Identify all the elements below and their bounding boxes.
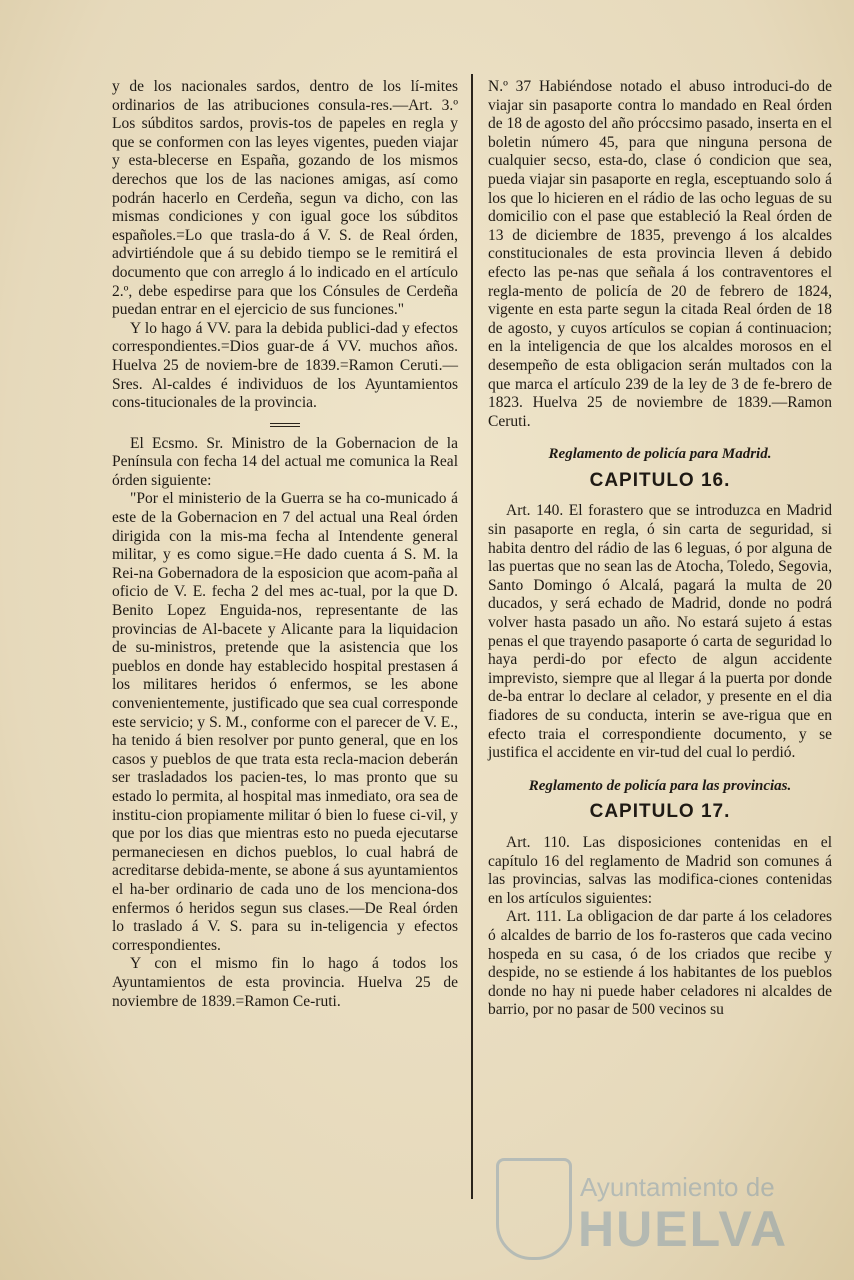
column-divider [471,74,473,1199]
heading-madrid-regulation: Reglamento de policía para Madrid. [548,446,772,463]
chapter-16-title: CAPITULO 16. [589,469,731,491]
paragraph-passport-abuse: N.º 37 Habiéndose notado el abuso introduci-do de viajar sin pasaporte contra lo mandado en Real órden de 18 de agosto del año próccsimo pasado, inserta en el boletin número 45, para que ninguna persona de cualquier secso, esta-do, clase ó condicion que sea, pueda viajar sin pasaporte en regla, esceptuando solo á los que lo hicieren en el rádio de las ocho leguas de su domicilio con el pase que estableció la Real órden de 13 de diciembre de 1835, prevengo á los alcaldes constitucionales de esta provincia lleven á debido efecto las pe-nas que señala á los contraventores el regla-mento de policía de 20 de febrero de 1824, vigente en esta parte segun la citada Real órden de 18 de agosto, y cuyos artículos se copian á continuacion; en la inteligencia de que los alcaldes morosos en el desempeño de esta obligacion serán multados con la que marca el artículo 239 de la ley de 3 de fe-brero de 1823. Huelva 25 de noviembre de 1839.—Ramon Ceruti. [488,78,832,430]
paragraph-sardinian-subjects: y de los nacionales sardos, dentro de los lí-mites ordinarios de las atribuciones consula-res.—Art. 3.º Los súbditos sardos, provis-tos de papeles en regla y que se conformen con las leyes vigentes, pueden viajar y esta-blecerse en España, gozando de los mismos derechos que los de las naciones amigas, así como podrán hacerlo en Cerdeña, segun va dicho, con las mismas condiciones y con igual goce los súbditos españoles.=Lo que trasla-do á V. S. de Real órden, advirtiéndole que á su debido tiempo se le remitirá el documento que con arreglo á lo indicado en el artículo 2.º, debe espedirse para que los Cónsules de Cerdeña puedan entrar en el ejercicio de sus funciones." [112,78,458,319]
section-rule [270,423,300,427]
right-column [488,78,832,1020]
paragraph-minister-intro: El Ecsmo. Sr. Ministro de la Gobernacion de la Península con fecha 14 del actual me comunica la Real órden siguiente: [112,434,458,489]
chapter-17-title: CAPITULO 17. [589,801,731,823]
paragraph-closing: Y con el mismo fin lo hago á todos los Ayuntamientos de esta provincia. Huelva 25 de noviembre de 1839.=Ramon Ce-ruti. [112,955,458,1010]
heading-provinces-regulation: Reglamento de policía para las provincias. [528,777,792,794]
shield-icon [496,1158,572,1260]
paragraph-art-140: Art. 140. El forastero que se introduzca en Madrid sin pasaporte en regla, ó sin carta de seguridad, si habita dentro del rádio de las 6 leguas, ó por alguna de las puertas que no sean las de Atocha, Toledo, Segovia, Santo Domingo ó Alcalá, pagará la multa de 20 ducados, y será echado de Madrid, donde no podrá volver hasta pasado un año. No estará sujeto á estas penas el que trayendo pasaporte ó carta de seguridad lo haya perdi-do por efecto de algun accidente imprevisto, siempre que al llegar á la puerta por donde de-ba entrar lo declare al celador, y presente en el dia fiadores de su conducta, interin se ave-rigua que en efecto traia el correspondiente documento, y se justifica el accidente en vir-tud del cual lo perdió. [488,502,832,762]
paragraph-publication: Y lo hago á VV. para la debida publici-dad y efectos correspondientes.=Dios guar-de á VV. muchos años. Huelva 25 de noviem-bre de 1839.=Ramon Ceruti.—Sres. Al-caldes é individuos de los Ayuntamientos cons-titucionales de la provincia. [112,319,458,412]
left-column [112,78,458,1011]
paragraph-art-110: Art. 110. Las disposiciones contenidas en el capítulo 16 del reglamento de Madrid son comunes á las provincias, salvas las modifica-ciones contenidas en los artículos siguientes: [488,833,832,907]
archive-watermark [456,1150,816,1270]
paragraph-art-111: Art. 111. La obligacion de dar parte á los celadores ó alcaldes de barrio de los fo-rasteros que cada vecino hospeda en su casa, ó de los criados que recibe y despide, no se estiende á los habitantes de los pueblos donde no hay ni puede haber celadores ni alcaldes de barrio, por no pasar de 500 vecinos su [488,908,832,1019]
paragraph-royal-order: "Por el ministerio de la Guerra se ha co-municado á este de la Gobernacion en 7 del actual una Real órden dirigida con la mis-ma fecha al Intendente general militar, y es como sigue.=He dado cuenta á S. M. la Rei-na Gobernadora de la esposicion que acom-paña al oficio de V. E. fecha 2 del mes ac-tual, por la que D. Benito Lopez Enguida-nos, representante de las provincias de Al-bacete y Alicante para la liquidacion de su-ministros, pretende que la asistencia que los pueblos en donde hay establecido hospital prestasen á los militares heridos ó enfermos, se les abone convenientemente, justificado que sea cual corresponde este servicio; y S. M., conforme con el parecer de V. E., ha tenido á bien resolver por punto general, que en los casos y pueblos de que trata esta recla-macion deberán ser trasladados los pacien-tes, lo mas pronto que su estado lo permita, al hospital mas inmediato, ora sea de institu-cion propiamente militar ó bien lo fuese ci-vil, y que por los dias que mientras esto no pueda ejecutarse permaneciesen en dichos pueblos, lo cual habrá de acreditarse debida-mente, se abone á sus ayuntamientos el ha-ber ordinario de cada uno de los menciona-dos enfermos ó heridos segun sus clases.—De Real órden lo traslado á V. S. para su in-teligencia y efectos correspondientes. [112,490,458,954]
watermark-line-2: HUELVA [578,1201,789,1257]
watermark-line-1: Ayuntamiento de [580,1172,775,1202]
